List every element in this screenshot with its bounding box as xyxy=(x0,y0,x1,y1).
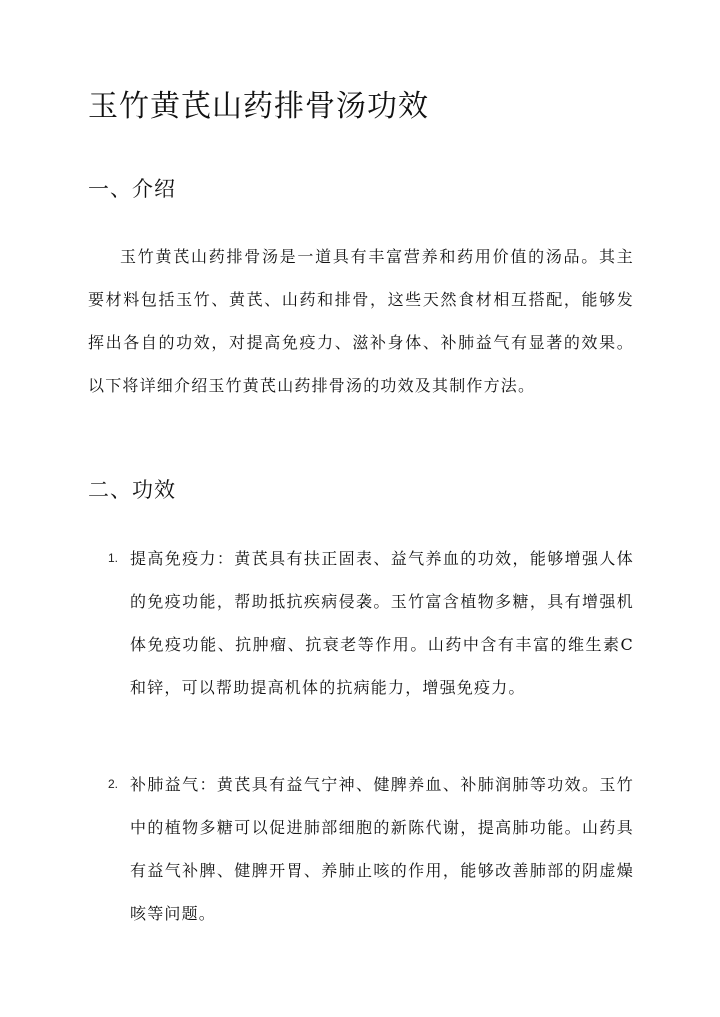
list-item-number: 1. xyxy=(108,551,119,565)
list-item-text: 补肺益气：黄芪具有益气宁神、健脾养血、补肺润肺等功效。玉竹中的植物多糖可以促进肺部细胞的新陈代谢，提高肺功能。山药具有益气补脾、健脾开胃、养肺止咳的作用，能够改善肺部的阴虚燥咳等问题。 xyxy=(130,775,634,923)
list-item-text: 提高免疫力：黄芪具有扶正固表、益气养血的功效，能够增强人体的免疫功能，帮助抵抗疾病侵袭。玉竹富含植物多糖，具有增强机体免疫功能、抗肿瘤、抗衰老等作用。山药中含有丰富的维生素C和锌，可以帮助提高机体的抗病能力，增强免疫力。 xyxy=(130,549,634,697)
list-item xyxy=(108,763,634,935)
list-item-number: 2. xyxy=(108,777,119,791)
list-item xyxy=(108,537,634,709)
document-title: 玉竹黄芪山药排骨汤功效 xyxy=(88,89,429,124)
section-heading-introduction: 一、介绍 xyxy=(88,177,176,201)
effects-list-item-1-wrapper xyxy=(108,537,634,709)
introduction-paragraph: 玉竹黄芪山药排骨汤是一道具有丰富营养和药用价值的汤品。其主要材料包括玉竹、黄芪、山药和排骨，这些天然食材相互搭配，能够发挥出各自的功效，对提高免疫力、滋补身体、补肺益气有显著的效果。以下将详细介绍玉竹黄芪山药排骨汤的功效及其制作方法。 xyxy=(88,247,634,395)
effects-list-item-2-wrapper xyxy=(108,763,634,935)
section-heading-effects: 二、功效 xyxy=(88,478,176,502)
